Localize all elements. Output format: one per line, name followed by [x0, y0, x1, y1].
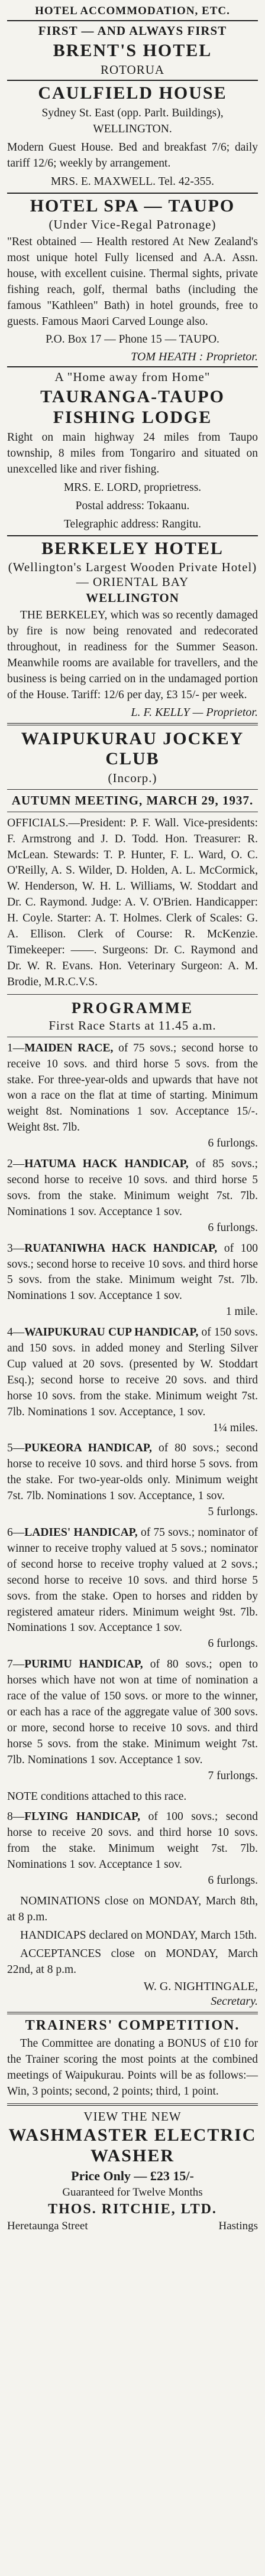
washer-firm: THOS. RITCHIE, LTD.	[48, 2202, 217, 2217]
race-distance: 1 mile.	[225, 1305, 258, 1318]
tauranga-body: Right on main highway 24 miles from Taupo township, 8 miles from Tongariro and situated on unexcelled like and river fishing.	[7, 431, 258, 476]
race-distance: 1¼ miles.	[212, 1421, 258, 1434]
divider	[7, 193, 258, 194]
washer-town: Hastings	[218, 2220, 258, 2233]
tauranga-title: TAURANGA-TAUPO FISHING LODGE	[40, 387, 225, 427]
race-distance: 7 furlongs.	[208, 1769, 258, 1782]
hotel-spa-proprietor: TOM HEATH : Proprietor.	[131, 350, 258, 364]
secretary-name: W. G. NIGHTINGALE,	[143, 1980, 258, 1994]
washer-price: Price Only — £23 15/-	[71, 2168, 194, 2184]
caulfield-body: Modern Guest House. Bed and breakfast 7/6; daily tariff 12/6; weekly by arrangement.	[7, 141, 258, 170]
jockey-meeting: AUTUMN MEETING, MARCH 29, 1937.	[11, 793, 254, 807]
race-name: PURIMU HANDICAP,	[24, 1658, 143, 1671]
jockey-officials: OFFICIALS.—President: P. F. Wall. Vice-presidents: F. Armstrong and J. D. Todd. Hon. Treasurer: R. McLean. Stewards: T. P. Hunter, F. L. Ward, O. C. O'Reilly, A. S. Wilder, D. Holden, A. L. McCormick, W. Henderson, W. H. L. Williams, W. Stoddart and Dr. C. Raymond. Judge: A. V. O'Brien. Handicapper: H. Coyle. Starter: A. T. Holmes. Clerk of Scales: G. A. Ellison. Clerk of Course: R. McKenzie. Timekeeper: ——. Surgeons: Dr. C. Raymond and Dr. W. R. Evans. Hon. Veterinary Surgeon: A. M. Brodie, M.R.C.V.S.	[7, 816, 258, 988]
race-name: RUATANIWHA HACK HANDICAP,	[24, 1242, 218, 1255]
hotel-spa-contact: P.O. Box 17 — Phone 15 — TAUPO.	[46, 333, 219, 346]
race-text: 3—RUATANIWHA HACK HANDICAP, of 100 sovs.; second horse to receive 10 sovs. and third horse 5 sovs. from the stake. Minimum weight 7st. 7lb. Nominations 1 sov. Acceptance 1 sov.	[7, 1242, 258, 1302]
race-name: PUKEORA HANDICAP,	[24, 1442, 152, 1455]
race-entry	[7, 1657, 258, 1784]
divider	[7, 789, 258, 790]
divider	[7, 723, 258, 725]
race-number: 4	[7, 1326, 13, 1339]
trainers-title: TRAINERS' COMPETITION.	[25, 2018, 240, 2034]
race-conditions: of 75 sovs.; nominator of winner to receive trophy valued at 5 sovs.; nominator of second horse to receive trophy valued at 2 sovs.; second horse to receive 10 sovs. and third horse 5 sovs. from the stake. Open to horses and ridden by registered amateur riders. Minimum weight 9st. 7lb. Nominations 1 sov. Acceptance 1 sov.	[7, 1526, 258, 1634]
race-conditions: of 80 sovs.; open to horses which have not won at time of nomination a race of the value of 150 sovs. or more to the winner, or each has a race of the aggregate value of 300 sovs. or more, second horse to receive 10 sovs. and third horse 5 sovs. from the stake. Minimum weight 7st. 7lb. Nominations 1 sov. Acceptance 1 sov.	[7, 1658, 258, 1766]
berkeley-owner: L. F. KELLY — Proprietor.	[131, 705, 258, 719]
acceptances-note: ACCEPTANCES close on MONDAY, March 22nd, at 8 p.m.	[7, 1947, 258, 1976]
hotel-spa-ad	[7, 196, 258, 364]
race-name: MAIDEN RACE,	[24, 1041, 114, 1054]
first-race-time: First Race Starts at 11.45 a.m.	[49, 1018, 216, 1033]
brents-name: BRENT'S HOTEL	[53, 41, 212, 60]
race-number: 5	[7, 1442, 13, 1455]
race-number: 6	[7, 1526, 13, 1539]
tauranga-lodge-ad	[7, 370, 258, 532]
race-text	[7, 1789, 258, 1805]
nominations-note: NOMINATIONS close on MONDAY, March 8th, at 8 p.m.	[7, 1894, 258, 1923]
trainers-competition-ad	[7, 2018, 258, 2100]
tauranga-owner: MRS. E. LORD, proprietress.	[63, 481, 202, 494]
race-entry	[7, 1157, 258, 1236]
race-text: 1—MAIDEN RACE, of 75 sovs.; second horse to receive 10 sovs. and third horse 5 sovs. from the stake. For three-year-olds and upwards that have not won a race on the flat at time of starting. Minimum weight 8st. Nominations 1 sov. Acceptance 15/-. Weight 8st. 7lb.	[7, 1041, 258, 1134]
divider	[7, 366, 258, 367]
hotel-spa-patronage: (Under Vice-Regal Patronage)	[49, 217, 216, 232]
caulfield-title: CAULFIELD HOUSE	[38, 83, 227, 103]
divider	[7, 2103, 258, 2106]
race-entry	[7, 1809, 258, 1889]
race-distance: 5 furlongs.	[208, 1506, 258, 1519]
jockey-club-ad	[7, 729, 258, 2009]
race-text: 5—PUKEORA HANDICAP, of 80 sovs.; second horse to receive 10 sovs. and third horse 5 sovs. from the stake. For two-year-olds only. Minimum weight 7st. 7lb. Nominations 1 sov. Acceptance, 1 sov.	[7, 1442, 258, 1503]
handicaps-note: HANDICAPS declared on MONDAY, March 15th.	[20, 1929, 257, 1942]
race-number: 2	[7, 1158, 13, 1171]
washer-street: Heretaunga Street	[7, 2220, 88, 2233]
race-name: LADIES' HANDICAP,	[24, 1526, 138, 1539]
divider	[7, 80, 258, 81]
race-entry	[7, 1241, 258, 1321]
tauranga-telegraph: Telegraphic address: Rangitu.	[63, 517, 202, 530]
race-entry	[7, 1441, 258, 1520]
caulfield-address: Sydney St. East (opp. Parlt. Buildings), WELLINGTON.	[41, 107, 224, 135]
race-number: 7	[7, 1658, 13, 1671]
race-conditions: of 85 sovs.; second horse to receive 10 sovs. and third horse 5 sovs. from the stake. Minimum weight 7st. 7lb. Nominations 1 sov. Acceptance 1 sov.	[7, 1158, 258, 1218]
tauranga-tagline: A "Home away from Home"	[54, 370, 211, 385]
jockey-incorp: (Incorp.)	[108, 770, 157, 785]
section-heading: HOTEL ACCOMMODATION, ETC.	[35, 5, 230, 17]
jockey-title: WAIPUKURAU JOCKEY CLUB	[21, 728, 244, 769]
berkeley-town: WELLINGTON	[86, 591, 179, 605]
race-text: 2—HATUMA HACK HANDICAP, of 85 sovs.; second horse to receive 10 sovs. and third horse 5 sovs. from the stake. Minimum weight 7st. 7lb. Nominations 1 sov. Acceptance 1 sov.	[7, 1158, 258, 1218]
race-text: 7—PURIMU HANDICAP, of 80 sovs.; open to horses which have not won at time of nomination a race of the value of 150 sovs. or more to the winner, or each has a race of the aggregate value of 300 sovs. or more, second horse to receive 10 sovs. and third horse 5 sovs. from the stake. Minimum weight 7st. 7lb. Nominations 1 sov. Acceptance 1 sov.	[7, 1658, 258, 1766]
tauranga-postal: Postal address: Tokaanu.	[75, 500, 190, 512]
divider	[7, 994, 258, 995]
race-conditions: of 100 sovs.; second horse to receive 20 sovs. and third horse 10 sovs. from the stake. Minimum weight 7st. 7lb. Nominations 1 sov. Acceptance 1 sov.	[7, 1810, 258, 1871]
race-number: 8	[7, 1810, 13, 1823]
divider	[7, 535, 258, 536]
divider	[7, 2012, 258, 2014]
race-conditions: NOTE conditions attached to this race.	[7, 1790, 187, 1803]
washer-ad	[7, 2109, 258, 2233]
berkeley-sub: (Wellington's Largest Wooden Private Hotel) — ORIENTAL BAY	[8, 560, 257, 590]
race-list	[7, 1041, 258, 1889]
race-entry	[7, 1789, 258, 1805]
race-conditions: of 80 sovs.; second horse to receive 10 sovs. and third horse 5 sovs. from the stake. For two-year-olds only. Minimum weight 7st. 7lb. Nominations 1 sov. Acceptance, 1 sov.	[7, 1442, 258, 1503]
washer-footer	[7, 2220, 258, 2233]
race-distance: 6 furlongs.	[208, 1137, 258, 1150]
caulfield-owner: MRS. E. MAXWELL. Tel. 42-355.	[50, 175, 215, 188]
race-entry	[7, 1041, 258, 1152]
hotel-spa-title: HOTEL SPA — TAUPO	[30, 196, 235, 216]
race-distance: 6 furlongs.	[208, 1637, 258, 1650]
race-conditions: of 75 sovs.; second horse to receive 10 sovs. and third horse 5 sovs. from the stake. For three-year-olds and upwards that have not won a race on the flat at time of starting. Minimum weight 8st. Nominations 1 sov. Acceptance 15/-. Weight 8st. 7lb.	[7, 1041, 258, 1134]
secretary-title: Secretary.	[211, 1995, 258, 2008]
berkeley-hotel-ad	[7, 539, 258, 719]
washer-view: VIEW THE NEW	[83, 2109, 182, 2124]
trainers-body: The Committee are donating a BONUS of £10 for the Trainer scoring the most points at the combined meetings of Waipukurau. Points will be as follows:—Win, 3 points; second, 2 points; third, 1 point.	[7, 2037, 258, 2098]
race-distance: 6 furlongs.	[208, 1221, 258, 1234]
race-conditions: of 100 sovs.; second horse to receive 10 sovs. and third horse 5 sovs. from the stake. Minimum weight 7st. 7lb. Nominations 1 sov. Acceptance 1 sov.	[7, 1242, 258, 1302]
race-name: HATUMA HACK HANDICAP,	[24, 1158, 189, 1171]
race-number: 3	[7, 1242, 13, 1255]
race-number: 1	[7, 1041, 13, 1054]
brents-town: ROTORUA	[100, 62, 165, 77]
berkeley-title: BERKELEY HOTEL	[41, 538, 224, 558]
race-conditions: of 150 sovs. and 150 sovs. in added money and Sterling Silver Cup valued at 20 sovs. (presented by W. Stoddart Esq.); second horse to receive 20 sovs. and third horse 10 sovs. from the stake. Minimum weight 7st. 7lb. Nominations 1 sov. Acceptance, 1 sov.	[7, 1326, 258, 1418]
washer-title: WASHMASTER ELECTRIC WASHER	[8, 2125, 257, 2165]
race-text: 8—FLYING HANDICAP, of 100 sovs.; second horse to receive 20 sovs. and third horse 10 sovs. from the stake. Minimum weight 7st. 7lb. Nominations 1 sov. Acceptance 1 sov.	[7, 1810, 258, 1871]
divider	[7, 20, 258, 21]
race-name: FLYING HANDICAP,	[24, 1810, 141, 1823]
programme-heading: PROGRAMME	[71, 999, 194, 1017]
caulfield-house-ad	[7, 83, 258, 190]
brents-tagline: FIRST — AND ALWAYS FIRST	[38, 24, 227, 38]
race-text: 6—LADIES' HANDICAP, of 75 sovs.; nominator of winner to receive trophy valued at 5 sovs.; nominator of second horse to receive trophy valued at 2 sovs.; second horse to receive 10 sovs. and third horse 5 sovs. from the stake. Open to horses and ridden by registered amateur riders. Minimum weight 9st. 7lb. Nominations 1 sov. Acceptance 1 sov.	[7, 1526, 258, 1634]
race-distance: 6 furlongs.	[208, 1874, 258, 1887]
hotel-spa-body: "Rest obtained — Health restored At New Zealand's most unique hotel Fully licensed and A.A. Assn. house, with excellent cuisine. Thermal sights, private fishing reach, golf, thermal baths (including the famous "Kathleen" Bath) in hotel grounds, free to guests. Famous Maori Carved Lounge also.	[7, 236, 258, 328]
washer-guarantee: Guaranteed for Twelve Months	[62, 2186, 203, 2199]
race-entry	[7, 1525, 258, 1652]
race-name: WAIPUKURAU CUP HANDICAP,	[24, 1326, 199, 1339]
berkeley-body: THE BERKELEY, which was so recently damaged by fire is now being renovated and redecorated throughout, in readiness for the Summer Season. Meanwhile rooms are available for travellers, and the business is being carried on in the undamaged portion of the House. Tariff: 12/6 per day, £3 15/- per week.	[7, 609, 258, 701]
brents-hotel-ad	[7, 24, 258, 77]
race-text: 4—WAIPUKURAU CUP HANDICAP, of 150 sovs. and 150 sovs. in added money and Sterling Silver Cup valued at 20 sovs. (presented by W. Stoddart Esq.); second horse to receive 20 sovs. and third horse 10 sovs. from the stake. Minimum weight 7st. 7lb. Nominations 1 sov. Acceptance, 1 sov.	[7, 1326, 258, 1418]
race-entry	[7, 1325, 258, 1436]
